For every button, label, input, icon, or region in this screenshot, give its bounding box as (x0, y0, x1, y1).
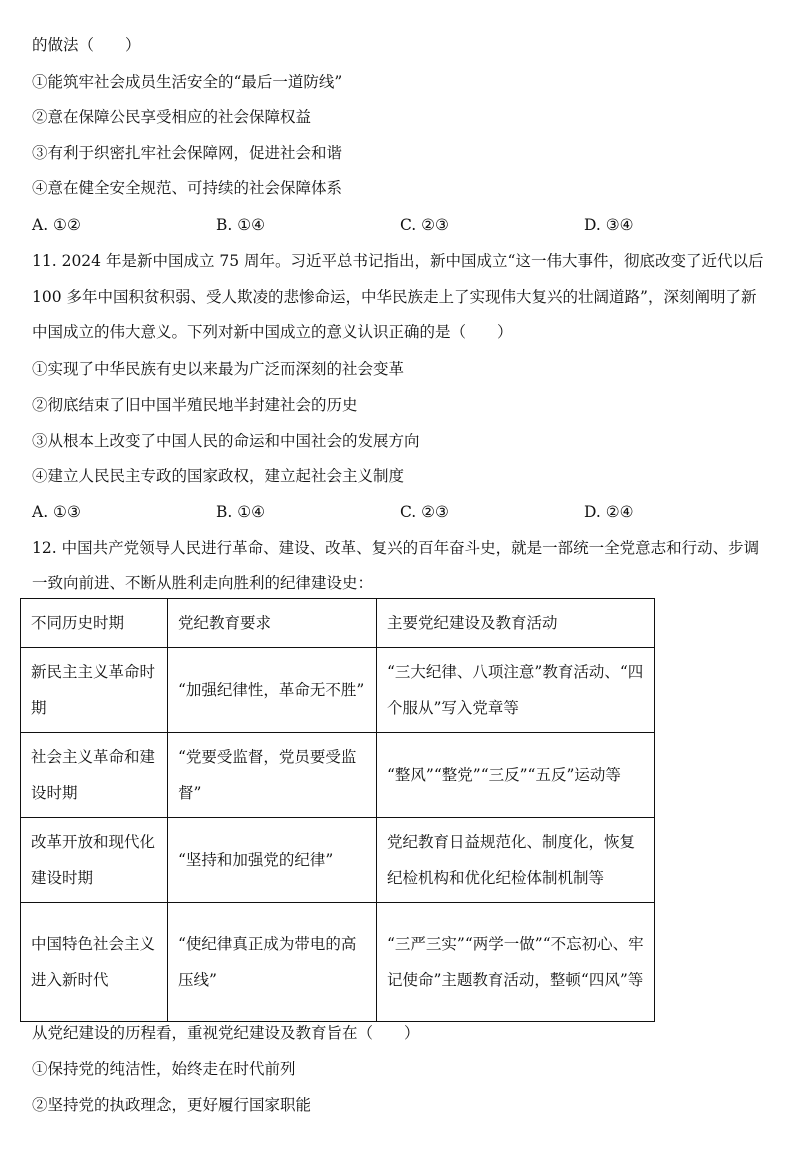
q11-item-2: ②彻底结束了旧中国半殖民地半封建社会的历史 (32, 396, 358, 414)
q11-stem-line-1: 11. 2024 年是新中国成立 75 周年。习近平总书记指出，新中国成立“这一伟大事件，彻底改变了近代以后 (32, 252, 764, 270)
q11-options (32, 501, 752, 523)
table-header-cell: 党纪教育要求 (168, 599, 377, 648)
q10-option-b[interactable]: B. ①④ (216, 216, 266, 234)
q10-item-3: ③有利于织密扎牢社会保障网，促进社会和谐 (32, 144, 343, 162)
table-cell-requirement: “党要受监督，党员要受监督” (168, 733, 377, 818)
table-header-row (21, 599, 655, 648)
q11-item-4: ④建立人民民主专政的国家政权，建立起社会主义制度 (32, 467, 405, 485)
q12-stem-line-1: 12. 中国共产党领导人民进行革命、建设、改革、复兴的百年奋斗史，就是一部统一全党意志和行动、步调 (32, 539, 760, 557)
q10-option-c[interactable]: C. ②③ (400, 216, 449, 234)
q11-option-a[interactable]: A. ①③ (32, 503, 81, 521)
table-cell-activity: “三大纪律、八项注意”教育活动、“四个服从”写入党章等 (377, 648, 655, 733)
table-cell-requirement: “加强纪律性，革命无不胜” (168, 648, 377, 733)
q12-item-2: ②坚持党的执政理念，更好履行国家职能 (32, 1096, 312, 1114)
q10-item-4: ④意在健全安全规范、可持续的社会保障体系 (32, 179, 343, 197)
q10-options (32, 214, 752, 236)
q12-question: 从党纪建设的历程看，重视党纪建设及教育旨在（ ） (32, 1024, 420, 1042)
table-row (21, 733, 655, 818)
table-cell-period: 社会主义革命和建设时期 (21, 733, 168, 818)
table-cell-activity: “三严三实”“两学一做”“不忘初心、牢记使命”主题教育活动，整顿“四风”等 (377, 903, 655, 1022)
q11-item-3: ③从根本上改变了中国人民的命运和中国社会的发展方向 (32, 432, 420, 450)
table-cell-activity: “整风”“整党”“三反”“五反”运动等 (377, 733, 655, 818)
table-header-cell: 主要党纪建设及教育活动 (377, 599, 655, 648)
table-cell-period: 中国特色社会主义进入新时代 (21, 903, 168, 1022)
table-header-cell: 不同历史时期 (21, 599, 168, 648)
table-row (21, 903, 655, 1022)
q10-option-a[interactable]: A. ①② (32, 216, 81, 234)
q11-option-b[interactable]: B. ①④ (216, 503, 266, 521)
q11-stem-line-3: 中国成立的伟大意义。下列对新中国成立的意义认识正确的是（ ） (32, 323, 513, 341)
q12-item-1: ①保持党的纯洁性，始终走在时代前列 (32, 1060, 296, 1078)
table-cell-period: 新民主主义革命时期 (21, 648, 168, 733)
q11-option-c[interactable]: C. ②③ (400, 503, 449, 521)
party-discipline-table (20, 598, 655, 1022)
table-cell-period: 改革开放和现代化建设时期 (21, 818, 168, 903)
table-row (21, 818, 655, 903)
q10-item-2: ②意在保障公民享受相应的社会保障权益 (32, 108, 312, 126)
table-row (21, 648, 655, 733)
q11-item-1: ①实现了中华民族有史以来最为广泛而深刻的社会变革 (32, 360, 405, 378)
q10-item-1: ①能筑牢社会成员生活安全的“最后一道防线” (32, 73, 343, 91)
q11-stem-line-2: 100 多年中国积贫积弱、受人欺凌的悲惨命运，中华民族走上了实现伟大复兴的壮阔道路”，深刻阐明了新 (32, 288, 757, 306)
table-cell-requirement: “使纪律真正成为带电的高压线” (168, 903, 377, 1022)
q11-option-d[interactable]: D. ②④ (584, 503, 634, 521)
table-cell-activity: 党纪教育日益规范化、制度化，恢复纪检机构和优化纪检体制机制等 (377, 818, 655, 903)
q10-option-d[interactable]: D. ③④ (584, 216, 634, 234)
q10-stem-tail: 的做法（ ） (32, 36, 141, 54)
q12-stem-line-2: 一致向前进、不断从胜利走向胜利的纪律建设史： (32, 574, 374, 592)
table-cell-requirement: “坚持和加强党的纪律” (168, 818, 377, 903)
